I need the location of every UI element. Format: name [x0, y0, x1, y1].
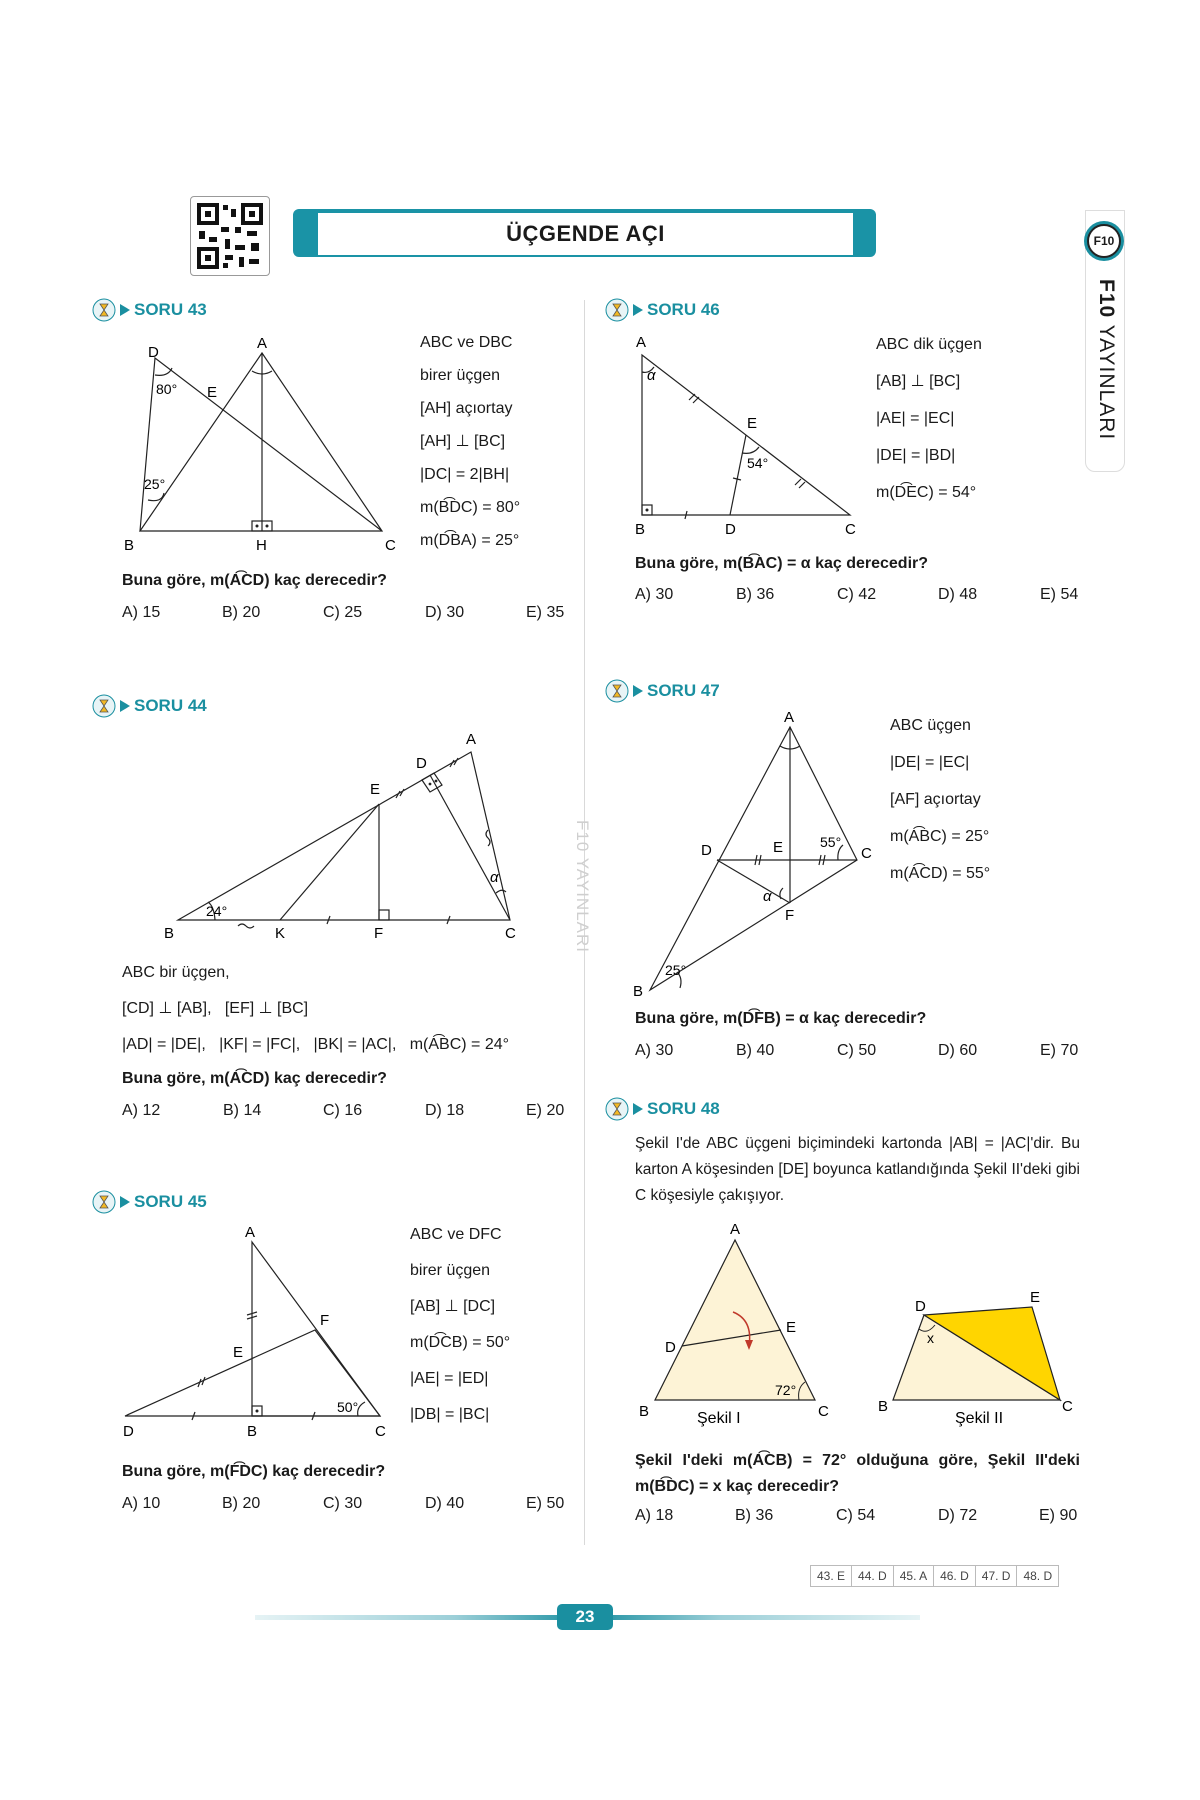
page-number: 23 — [557, 1604, 613, 1630]
publisher-tab — [1085, 210, 1125, 472]
q47-given-1: |DE| = |EC| — [890, 754, 970, 771]
publisher-logo — [1084, 221, 1124, 261]
q43-given-5: m(B͡DC) = 80° — [420, 499, 521, 516]
q46-option-b[interactable]: B) 36 — [736, 586, 775, 603]
q43-option-c[interactable]: C) 25 — [323, 604, 363, 621]
q44-angle-c — [496, 890, 506, 893]
q47-given — [890, 707, 990, 892]
q45-pt-a: A — [245, 1225, 256, 1241]
q48-fig1-pt-b: B — [639, 1403, 650, 1420]
q43-angle-25: 25° — [144, 476, 166, 492]
q43-triangle-abc — [140, 353, 382, 531]
q43-given-6: m(D͡BA) = 25° — [420, 532, 520, 549]
qr-code — [190, 196, 270, 276]
q47-option-a[interactable]: A) 30 — [635, 1042, 674, 1059]
q43-given — [420, 326, 520, 557]
q47-figure — [625, 710, 895, 1000]
q43-option-e[interactable]: E) 35 — [526, 604, 565, 621]
watermark: F10 YAYINLARI — [573, 820, 592, 953]
q43-label: SORU 43 — [134, 300, 207, 319]
answer-key-44: 44. D — [852, 1566, 894, 1586]
q46-given-4: m(D͡EC) = 54° — [876, 484, 977, 501]
publisher-name: YAYINLARI — [1095, 324, 1118, 441]
q45-angle-50: 50° — [337, 1399, 359, 1415]
q48-fig1-pt-a: A — [730, 1221, 741, 1238]
q44-pt-b: B — [164, 925, 175, 942]
q46-option-a[interactable]: A) 30 — [635, 586, 674, 603]
q43-given-0: ABC ve DBC — [420, 334, 513, 351]
q48-fig1-pt-c: C — [818, 1403, 829, 1420]
q48-option-b[interactable]: B) 36 — [735, 1507, 774, 1524]
hourglass-icon — [605, 679, 629, 703]
q44-option-d[interactable]: D) 18 — [425, 1102, 465, 1119]
q45-pt-b: B — [247, 1423, 258, 1440]
q44-given-1: [CD] ⊥ [AB], [EF] ⊥ [BC] — [122, 1000, 309, 1017]
q47-pt-c: C — [861, 845, 872, 862]
q46-angle-54: 54° — [747, 455, 769, 471]
q47-segment-df — [717, 860, 790, 903]
q44-tick-de — [396, 789, 404, 798]
q44-tick-bk — [238, 924, 254, 928]
q45-given-5: |DB| = |BC| — [410, 1406, 490, 1423]
q44-options — [122, 1102, 564, 1120]
q44-pt-f: F — [374, 925, 384, 942]
hourglass-icon — [605, 1097, 629, 1121]
q43-header — [92, 298, 207, 322]
q46-tick-ec — [795, 479, 805, 488]
q45-given — [410, 1217, 510, 1433]
q47-given-0: ABC üçgen — [890, 717, 971, 734]
q46-option-d[interactable]: D) 48 — [938, 586, 978, 603]
q45-pt-d: D — [123, 1423, 134, 1440]
q43-option-d[interactable]: D) 30 — [425, 604, 465, 621]
q45-angle-c — [358, 1402, 365, 1416]
hourglass-icon — [605, 298, 629, 322]
play-arrow-icon — [633, 304, 643, 316]
q45-option-c[interactable]: C) 30 — [323, 1495, 363, 1512]
q44-option-e[interactable]: E) 20 — [526, 1102, 565, 1119]
publisher-short: F10 — [1095, 279, 1118, 319]
q44-option-a[interactable]: A) 12 — [122, 1102, 161, 1119]
q44-given-2: |AD| = |DE|, |KF| = |FC|, |BK| = |AC|, m(A͡BC) = 24° — [122, 1036, 510, 1053]
play-arrow-icon — [633, 1103, 643, 1115]
q44-option-c[interactable]: C) 16 — [323, 1102, 363, 1119]
hourglass-icon — [92, 1190, 116, 1214]
q43-pt-e: E — [207, 384, 218, 401]
q43-given-2: [AH] açıortay — [420, 400, 513, 417]
hourglass-icon — [92, 694, 116, 718]
publisher-vertical-text — [1094, 279, 1118, 440]
q47-pt-d: D — [701, 842, 712, 859]
q48-figure-2 — [875, 1285, 1085, 1435]
q48-option-c[interactable]: C) 54 — [836, 1507, 876, 1524]
q48-text: Şekil I'de ABC üçgeni biçimindeki kartonda |AB| = |AC|'dir. Bu karton A köşesinden [DE] boyunca katlandığında Şekil II'deki gibi C köşesiyle çakışıyor. — [635, 1135, 1080, 1204]
q43-given-1: birer üçgen — [420, 367, 501, 384]
answer-key-46: 46. D — [934, 1566, 976, 1586]
q47-angle-25: 25° — [665, 962, 687, 978]
q47-pt-a: A — [784, 710, 795, 726]
q43-angle-80: 80° — [156, 381, 178, 397]
q46-given-0: ABC dik üçgen — [876, 336, 982, 353]
q46-pt-e: E — [747, 415, 758, 432]
q44-figure — [160, 720, 540, 950]
answer-key-48: 48. D — [1023, 1569, 1053, 1583]
q48-fig2-caption: Şekil II — [955, 1410, 1004, 1427]
q44-angle-24: 24° — [206, 903, 228, 919]
q45-header — [92, 1190, 207, 1214]
q46-pt-a: A — [636, 334, 647, 351]
q43-pt-d: D — [148, 344, 159, 361]
q46-tick-ae — [689, 394, 699, 403]
q46-angle-alpha: α — [647, 367, 656, 384]
q45-figure — [115, 1225, 405, 1445]
q48-fig1-pt-d: D — [665, 1339, 676, 1356]
q46-given — [876, 326, 982, 511]
q46-options — [635, 586, 1078, 604]
q45-given-4: |AE| = |ED| — [410, 1370, 489, 1387]
q46-segment-de — [730, 435, 746, 515]
q44-given — [122, 955, 509, 1063]
q48-fig2-pt-d: D — [915, 1298, 926, 1315]
q44-right-angle-f — [379, 910, 389, 920]
page-title: ÜÇGENDE AÇI — [317, 212, 854, 256]
q45-given-2: [AB] ⊥ [DC] — [410, 1298, 496, 1315]
q48-option-d[interactable]: D) 72 — [938, 1507, 978, 1524]
q43-figure — [120, 335, 410, 555]
q43-option-a[interactable]: A) 15 — [122, 604, 161, 621]
q47-header — [605, 679, 720, 703]
q44-pt-c: C — [505, 925, 516, 942]
q47-label: SORU 47 — [647, 681, 720, 700]
q48-header — [605, 1097, 720, 1121]
q43-pt-b: B — [124, 537, 135, 554]
q46-label: SORU 46 — [647, 300, 720, 319]
publisher-logo-text: F10 — [1087, 224, 1121, 258]
q43-pt-c: C — [385, 537, 396, 554]
q45-pt-c: C — [375, 1423, 386, 1440]
q45-given-1: birer üçgen — [410, 1262, 491, 1279]
q45-option-b[interactable]: B) 20 — [222, 1495, 261, 1512]
q44-header — [92, 694, 207, 718]
q44-given-0: ABC bir üçgen, — [122, 964, 230, 981]
q45-option-a[interactable]: A) 10 — [122, 1495, 161, 1512]
q44-question: Buna göre, m(A͡CD) kaç derecedir? — [122, 1070, 387, 1087]
q48-fig2-angle-x: x — [927, 1330, 934, 1346]
q45-question: Buna göre, m(F͡DC) kaç derecedir? — [122, 1463, 386, 1480]
q47-given-2: [AF] açıortay — [890, 791, 981, 808]
q48-fig2-pt-b: B — [878, 1398, 889, 1415]
q46-given-3: |DE| = |BD| — [876, 447, 956, 464]
q47-option-e[interactable]: E) 70 — [1040, 1042, 1079, 1059]
q44-segment-ke — [280, 804, 379, 920]
q44-pt-e: E — [370, 781, 381, 798]
answer-key — [810, 1565, 1059, 1587]
q44-pt-a: A — [466, 731, 477, 748]
q45-given-3: m(D͡CB) = 50° — [410, 1334, 511, 1351]
q46-option-e[interactable]: E) 54 — [1040, 586, 1079, 603]
q44-angle-alpha: α — [490, 869, 499, 886]
q48-option-e[interactable]: E) 90 — [1039, 1507, 1078, 1524]
q46-figure — [625, 330, 875, 540]
q45-option-d[interactable]: D) 40 — [425, 1495, 465, 1512]
q46-question: Buna göre, m(B͡AC) = α kaç derecedir? — [635, 555, 929, 572]
q44-label: SORU 44 — [134, 696, 207, 715]
play-arrow-icon — [633, 685, 643, 697]
q47-question: Buna göre, m(D͡FB) = α kaç derecedir? — [635, 1010, 927, 1027]
q47-pt-f: F — [785, 907, 795, 924]
q45-label: SORU 45 — [134, 1192, 207, 1211]
q48-figure-1 — [635, 1220, 855, 1435]
q43-options — [122, 604, 564, 622]
q46-given-1: [AB] ⊥ [BC] — [876, 373, 961, 390]
q48-options — [635, 1507, 1077, 1525]
q47-pt-e: E — [773, 839, 784, 856]
q48-label: SORU 48 — [647, 1099, 720, 1118]
q48-fig1-angle-72: 72° — [775, 1382, 797, 1398]
q44-option-b[interactable]: B) 14 — [223, 1102, 262, 1119]
qr-code-pattern — [191, 197, 269, 275]
q45-options — [122, 1495, 564, 1513]
q44-tick-ad — [450, 758, 458, 767]
q47-triangle-abc — [650, 727, 857, 990]
q46-option-c[interactable]: C) 42 — [837, 586, 877, 603]
q43-pt-a: A — [257, 335, 268, 352]
q47-given-3: m(A͡BC) = 25° — [890, 828, 990, 845]
q48-fig1-pt-e: E — [786, 1319, 797, 1336]
q46-pt-b: B — [635, 521, 646, 538]
q48-option-a[interactable]: A) 18 — [635, 1507, 674, 1524]
q45-given-0: ABC ve DFC — [410, 1226, 502, 1243]
q44-pt-d: D — [416, 755, 427, 772]
q43-given-4: |DC| = 2|BH| — [420, 466, 510, 483]
answer-key-47: 47. D — [976, 1566, 1018, 1586]
q47-pt-b: B — [633, 983, 644, 1000]
q48-question: Şekil I'deki m(A͡CB) = 72° olduğuna göre, Şekil II'deki m(B͡DC) = x kaç derecedir? — [635, 1452, 1080, 1495]
q44-pt-k: K — [275, 925, 286, 942]
play-arrow-icon — [120, 1196, 130, 1208]
q48-fig2-pt-c: C — [1062, 1398, 1073, 1415]
q47-given-4: m(A͡CD) = 55° — [890, 865, 991, 882]
q47-option-c[interactable]: C) 50 — [837, 1042, 877, 1059]
q43-given-3: [AH] ⊥ [BC] — [420, 433, 506, 450]
q47-angle-alpha: α — [763, 888, 772, 905]
q44-segment-cd — [430, 775, 510, 920]
play-arrow-icon — [120, 304, 130, 316]
q48-fig2-pt-e: E — [1030, 1289, 1041, 1306]
q48-fig1-caption: Şekil I — [697, 1410, 741, 1427]
q45-pt-f: F — [320, 1312, 330, 1329]
q46-angle-e — [742, 447, 759, 453]
q46-pt-d: D — [725, 521, 736, 538]
q43-pt-h: H — [256, 537, 267, 554]
q46-header — [605, 298, 720, 322]
q47-options — [635, 1042, 1078, 1060]
q44-triangle-abc — [178, 752, 510, 920]
q47-angle-55: 55° — [820, 834, 842, 850]
q46-pt-c: C — [845, 521, 856, 538]
q43-question: Buna göre, m(A͡CD) kaç derecedir? — [122, 572, 387, 589]
q45-option-e[interactable]: E) 50 — [526, 1495, 565, 1512]
q46-given-2: |AE| = |EC| — [876, 410, 955, 427]
q47-option-d[interactable]: D) 60 — [938, 1042, 978, 1059]
q43-option-b[interactable]: B) 20 — [222, 604, 261, 621]
play-arrow-icon — [120, 700, 130, 712]
hourglass-icon — [92, 298, 116, 322]
q47-option-b[interactable]: B) 40 — [736, 1042, 775, 1059]
answer-key-43: 43. E — [811, 1566, 852, 1586]
q44-right-angle-d — [422, 773, 442, 792]
answer-key-45: 45. A — [894, 1566, 934, 1586]
q45-pt-e: E — [233, 1344, 244, 1361]
